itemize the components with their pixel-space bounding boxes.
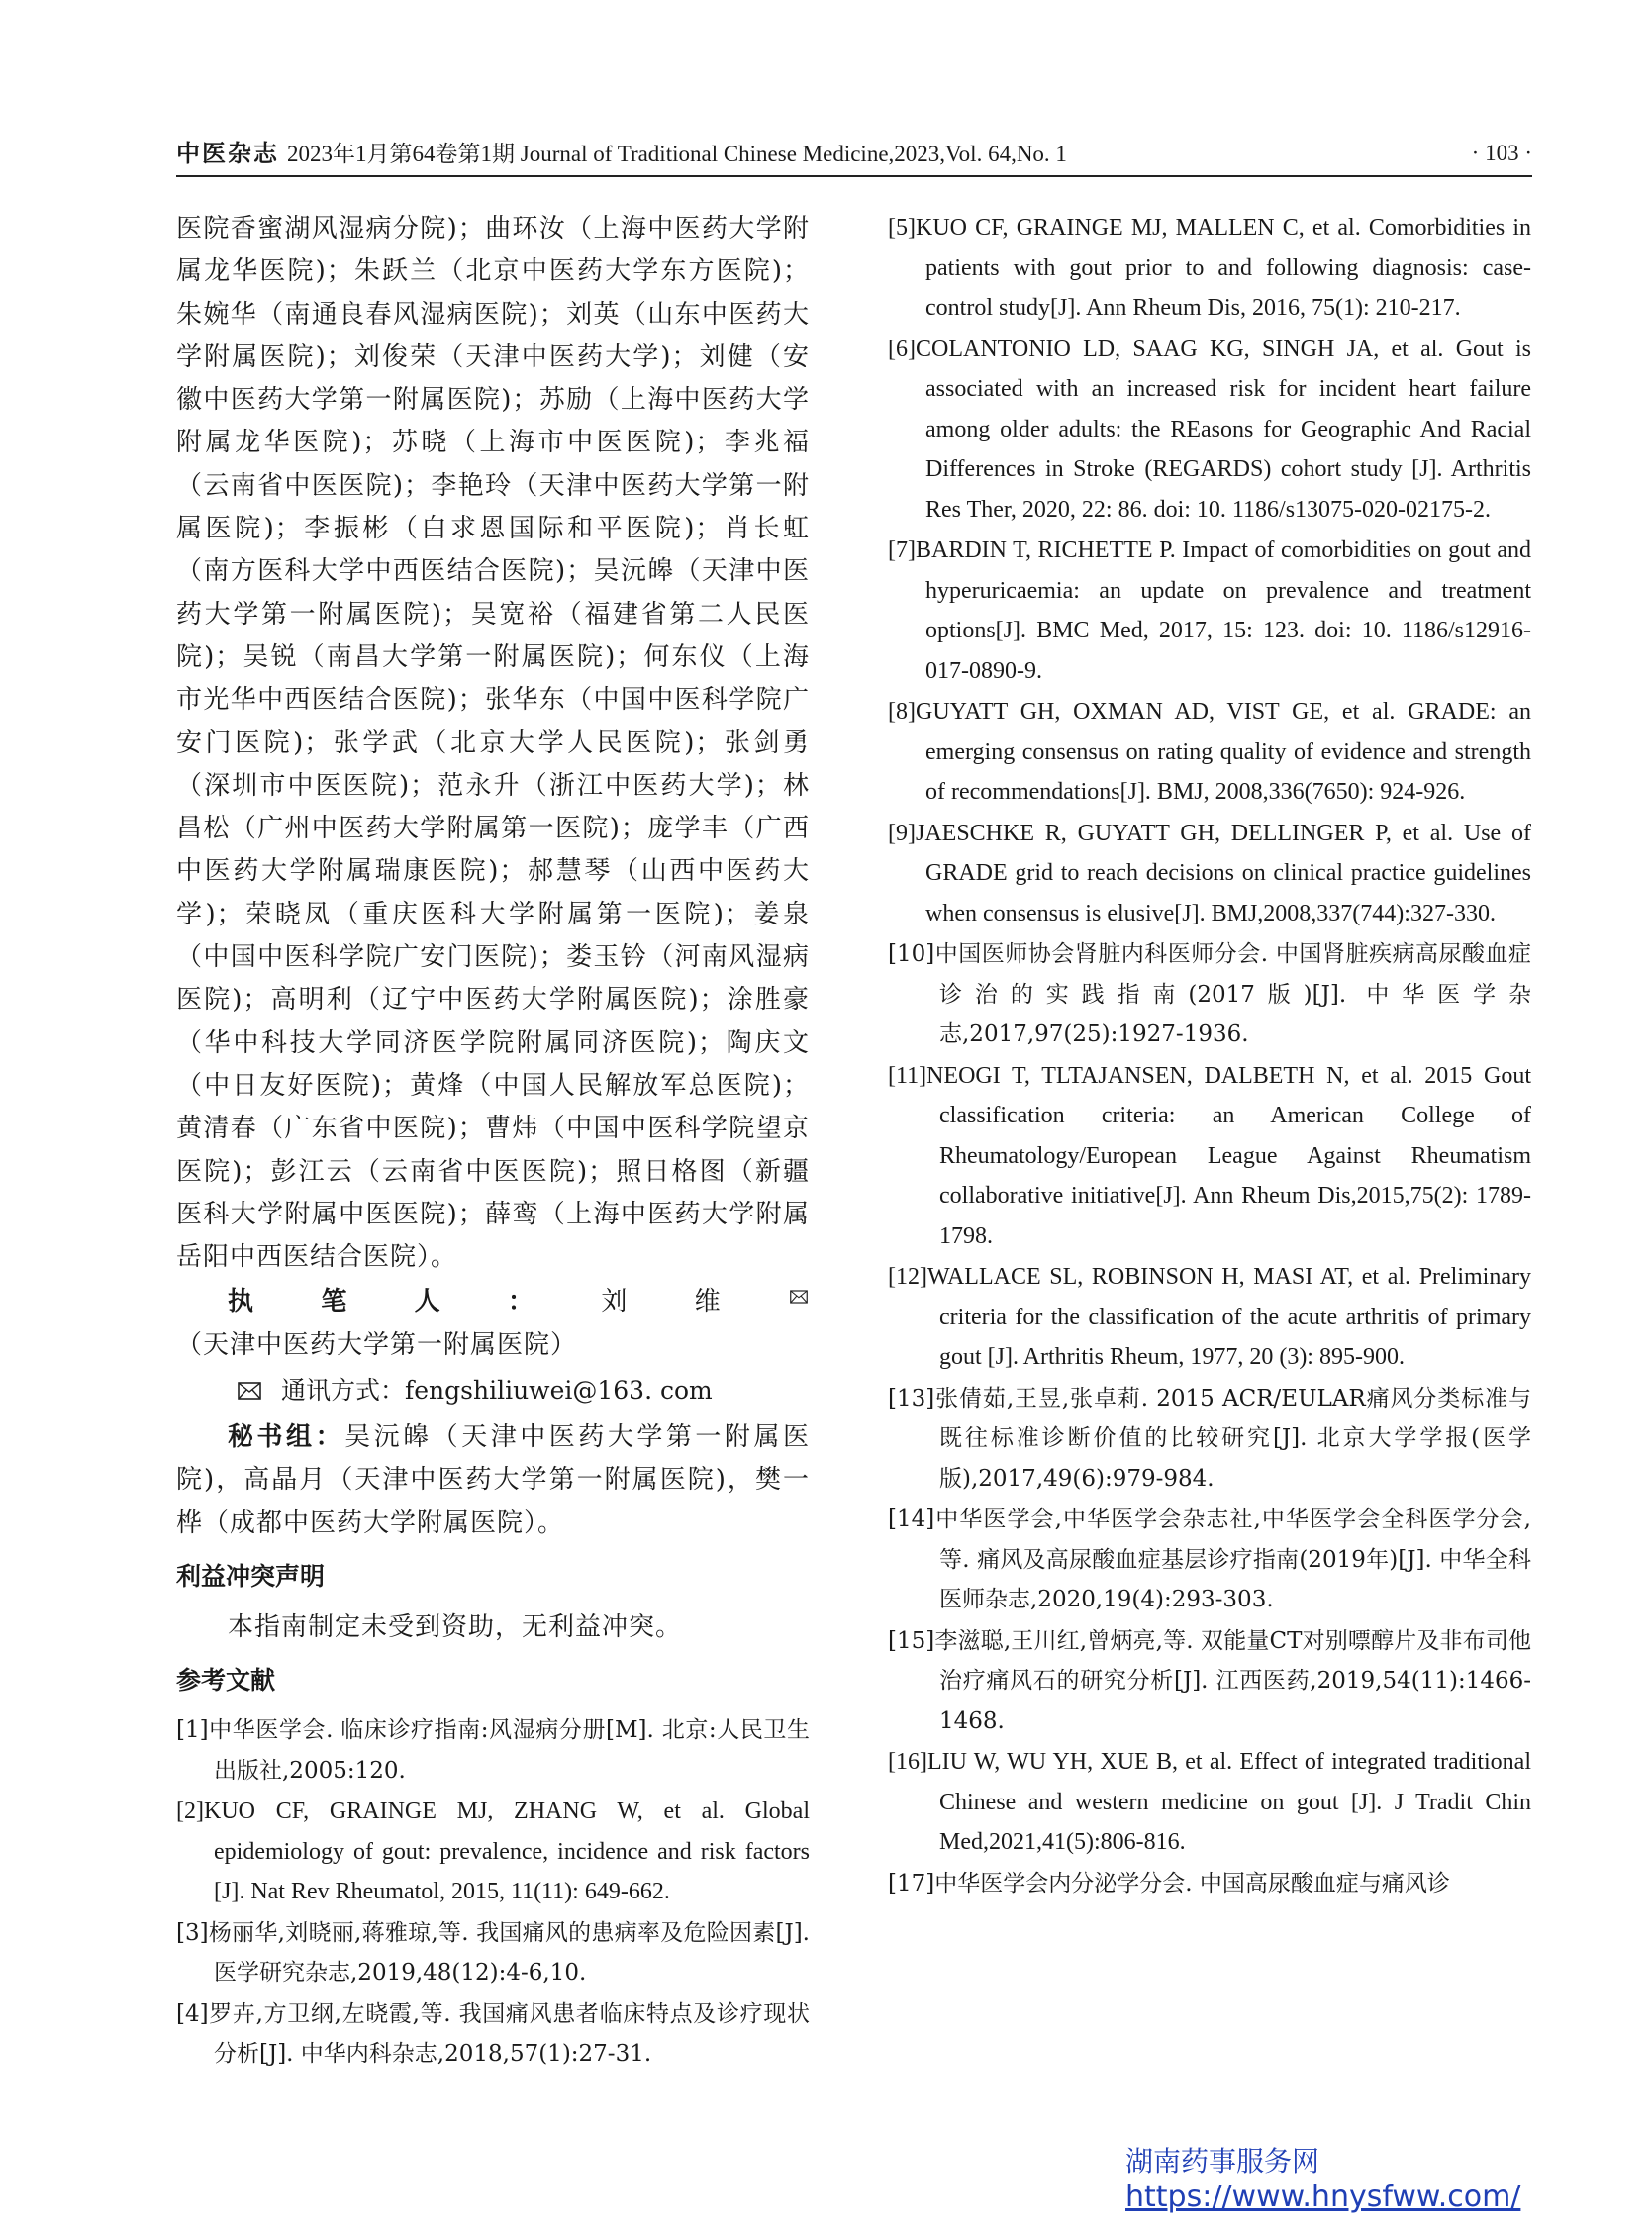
reference-item: [15]李滋聪,王川红,曾炳亮,等. 双能量CT对别嘌醇片及非布司他治疗痛风石的研究分析[J]. 江西医药,2019,54(11):1466-1468. (888, 1627, 1531, 1734)
conflict-heading: 利益冲突声明 (176, 1561, 326, 1591)
secretary-text: 吴沅皞（天津中医药大学第一附属医院)，高晶月（天津中医药大学第一附属医院)，樊一桦（成都中医药大学附属医院）。 (176, 1422, 810, 1538)
left-column (176, 208, 810, 2076)
reference-item: [5]KUO CF, GRAINGE MJ, MALLEN C, et al. Comorbidities in patients with gout prior to and following diagnosis: case-control study[J]. Ann Rheum Dis, 2016, 75(1): 210-217. (888, 215, 1531, 321)
references-heading: 参考文献 (176, 1666, 276, 1696)
watermark-site-name: 湖南药事服务网 (1125, 2145, 1320, 2178)
envelope-icon (790, 1290, 808, 1304)
envelope-icon (238, 1382, 261, 1400)
reference-item: [14]中华医学会,中华医学会杂志社,中华医学会全科医学分会,等. 痛风及高尿酸血症基层诊疗指南(2019年)[J]. 中华全科医师杂志,2020,19(4):293-303. (888, 1507, 1531, 1612)
secretary-label: 秘书组： (228, 1422, 345, 1453)
conflict-statement: 本指南制定未受到资助，无利益冲突。 (228, 1611, 683, 1642)
site-watermark[interactable] (1125, 2144, 1521, 2215)
right-column (888, 208, 1531, 1904)
author-paragraph (176, 1281, 810, 1367)
reference-item: [8]GUYATT GH, OXMAN AD, VIST GE, et al. GRADE: an emerging consensus on rating quality of evidence and strength of recommendations[J]. BMJ, 2008,336(7650): 924-926. (888, 699, 1531, 805)
author-affiliation: （天津中医药大学第一附属医院） (176, 1329, 578, 1360)
reference-item: [4]罗卉,方卫纲,左晓霞,等. 我国痛风患者临床特点及诊疗现状分析[J]. 中华内科杂志,2018,57(1):27-31. (176, 2000, 810, 2068)
journal-name: 中医杂志 (176, 139, 279, 167)
author-label: 执笔人： (228, 1287, 602, 1317)
secretary-paragraph (176, 1416, 810, 1545)
watermark-url-link[interactable]: https://www.hnysfww.com/ (1125, 2180, 1521, 2214)
member-list-continued: 医院香蜜湖风湿病分院)；曲环汝（上海中医药大学附属龙华医院)；朱跃兰（北京中医药大学东方医院)；朱婉华（南通良春风湿病医院)；刘英（山东中医药大学附属医院)；刘俊荣（天津中医药大学)；刘健（安徽中医药大学第一附属医院)；苏励（上海中医药大学附属龙华医院)；苏晓（上海市中医医院)；李兆福（云南省中医医院)；李艳玲（天津中医药大学第一附属医院)；李振彬（白求恩国际和平医院)；肖长虹（南方医科大学中西医结合医院)；吴沅皞（天津中医药大学第一附属医院)；吴宽裕（福建省第二人民医院)；吴锐（南昌大学第一附属医院)；何东仪（上海市光华中西医结合医院)；张华东（中国中医科学院广安门医院)；张学武（北京大学人民医院)；张剑勇（深圳市中医医院)；范永升（浙江中医药大学)；林昌松（广州中医药大学附属第一医院)；庞学丰（广西中医药大学附属瑞康医院)；郝慧琴（山西中医药大学)；荣晓凤（重庆医科大学附属第一医院)；姜泉（中国中医科学院广安门医院)；娄玉钤（河南风湿病医院)；高明利（辽宁中医药大学附属医院)；涂胜豪（华中科技大学同济医学院附属同济医院)；陶庆文（中日友好医院)；黄烽（中国人民解放军总医院)；黄清春（广东省中医院)；曹炜（中国中医科学院望京医院)；彭江云（云南省中医医院)；照日格图（新疆医科大学附属中医医院)；薛鸾（上海中医药大学附属岳阳中西医结合医院）。 (176, 214, 810, 1273)
running-header (176, 136, 1532, 177)
reference-item: [17]中华医学会内分泌学分会. 中国高尿酸血症与痛风诊 (888, 1870, 1450, 1897)
reference-item: [3]杨丽华,刘晓丽,蒋雅琼,等. 我国痛风的患病率及危险因素[J]. 医学研究杂志,2019,48(12):4-6,10. (176, 1919, 810, 1987)
reference-item: [11]NEOGI T, TLTAJANSEN, DALBETH N, et al. 2015 Gout classification criteria: an American College of Rheumatology/European League Against Rheumatism collaborative initiative[J]. Ann Rheum Dis,2015,75(2): 1789-1798. (888, 1062, 1531, 1249)
issue-info: 2023年1月第64卷第1期 Journal of Traditional Chinese Medicine,2023,Vol. 64,No. 1 (287, 142, 1067, 166)
reference-item: [6]COLANTONIO LD, SAAG KG, SINGH JA, et al. Gout is associated with an increased risk for incident heart failure among older adults: the REasons for Geographic And Racial Differences in Stroke (REGARDS) cohort study [J]. Arthritis Res Ther, 2020, 22: 86. doi: 10. 1186/s13075-020-02175-2. (888, 336, 1531, 523)
page-number: · 103 · (1471, 141, 1532, 165)
reference-item: [12]WALLACE SL, ROBINSON H, MASI AT, et al. Preliminary criteria for the classification of the acute arthritis of primary gout [J]. Arthritis Rheum, 1977, 20 (3): 895-900. (888, 1264, 1531, 1370)
reference-item: [10]中国医师协会肾脏内科医师分会. 中国肾脏疾病高尿酸血症诊治的实践指南(2017版)[J]. 中华医学杂志,2017,97(25):1927-1936. (888, 941, 1531, 1047)
reference-item: [16]LIU W, WU YH, XUE B, et al. Effect of integrated traditional Chinese and western medicine on gout [J]. J Tradit Chin Med,2021,41(5):806-816. (888, 1749, 1531, 1855)
reference-item: [2]KUO CF, GRAINGE MJ, ZHANG W, et al. Global epidemiology of gout: prevalence, incidence and risk factors [J]. Nat Rev Rheumatol, 2015, 11(11): 649-662. (176, 1799, 810, 1905)
contact-text: 通讯方式：fengshiliuwei@163. com (281, 1376, 713, 1406)
reference-item: [7]BARDIN T, RICHETTE P. Impact of comorbidities on gout and hyperuricaemia: an update on prevalence and treatment options[J]. BMC Med, 2017, 15: 123. doi: 10. 1186/s12916-017-0890-9. (888, 537, 1531, 684)
contact-line (176, 1369, 810, 1412)
reference-item: [1]中华医学会. 临床诊疗指南:风湿病分册[M]. 北京:人民卫生出版社,2005:120. (176, 1717, 810, 1784)
author-name: 刘维 (601, 1287, 788, 1317)
reference-item: [13]张倩茹,王昱,张卓莉. 2015 ACR/EULAR痛风分类标准与既往标准诊断价值的比较研究[J]. 北京大学学报(医学版),2017,49(6):979-984. (888, 1385, 1531, 1492)
reference-item: [9]JAESCHKE R, GUYATT GH, DELLINGER P, et al. Use of GRADE grid to reach decisions on clinical practice guidelines when consensus is elusive[J]. BMJ,2008,337(744):327-330. (888, 820, 1531, 926)
